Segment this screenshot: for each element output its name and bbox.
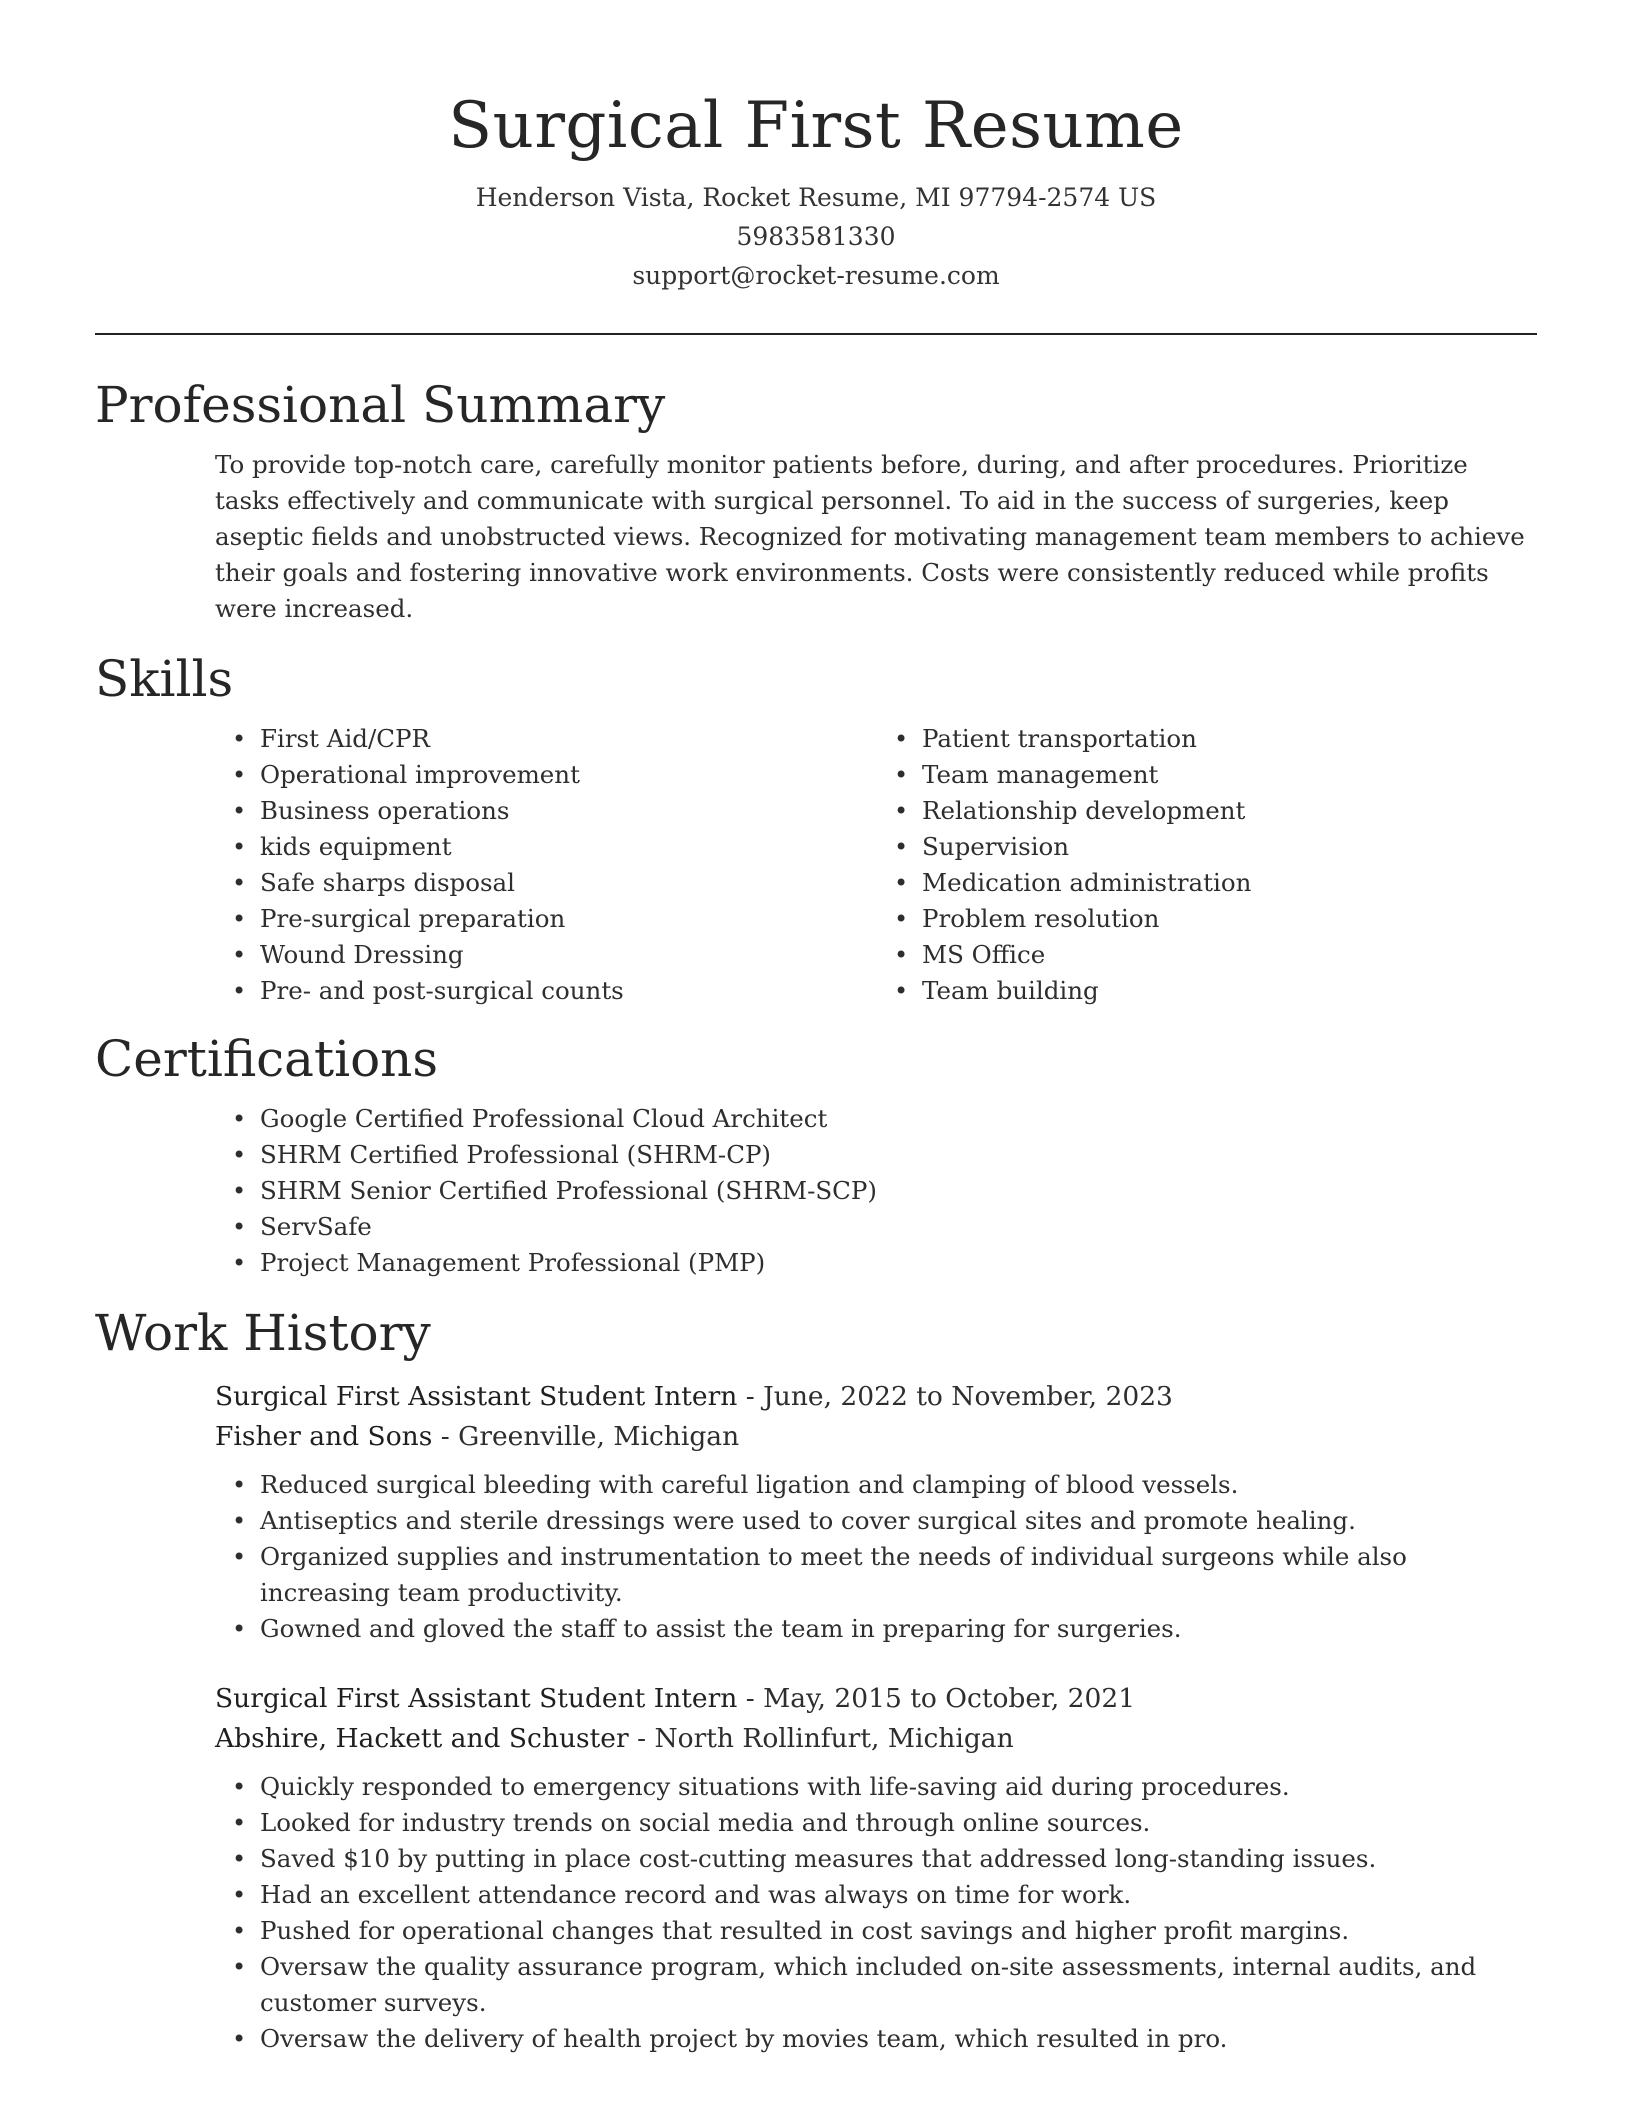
job-entry [95,1679,1537,2057]
certification-item: • SHRM Certified Professional (SHRM-CP) [260,1137,1537,1173]
skill-item: • Business operations [260,793,875,829]
skill-item: • First Aid/CPR [260,721,875,757]
contact-phone: 5983581330 [736,222,896,251]
contact-address: Henderson Vista, Rocket Resume, MI 97794-2574 US [475,183,1157,212]
contact-info [95,178,1537,295]
summary-title: Professional Summary [95,376,666,434]
job-bullet: • Oversaw the quality assurance program, which included on-site assessments, internal audits, and customer surveys. [260,1949,1537,2021]
certification-item: • ServSafe [260,1209,1537,1245]
job-dates: - June, 2022 to November, 2023 [737,1381,1173,1412]
skills-list-left [95,721,875,1009]
certifications-title: Certifications [95,1030,439,1088]
job-bullets [95,1467,1537,1647]
skill-item: • Safe sharps disposal [260,865,875,901]
work-history-title: Work History [95,1304,431,1362]
job-bullet: • Had an excellent attendance record and was always on time for work. [260,1877,1537,1913]
skill-item: • Patient transportation [922,721,1537,757]
skills-grid [95,721,1537,1009]
skills-list-right [875,721,1537,1009]
certification-item: • SHRM Senior Certified Professional (SHRM-SCP) [260,1173,1537,1209]
job-location: - Greenville, Michigan [432,1421,740,1452]
job-bullet: • Oversaw the delivery of health project by movies team, which resulted in pro. [260,2021,1537,2057]
job-bullet: • Reduced surgical bleeding with careful ligation and clamping of blood vessels. [260,1467,1537,1503]
skill-item: • Operational improvement [260,757,875,793]
job-title-line [215,1679,1537,1719]
skill-item: • Relationship development [922,793,1537,829]
job-company: Fisher and Sons [215,1421,433,1452]
job-bullets [95,1769,1537,2057]
header-divider [95,333,1537,335]
job-dates: - May, 2015 to October, 2021 [737,1683,1136,1714]
job-company-line [215,1417,1537,1457]
job-company: Abshire, Hackett and Schuster [215,1723,629,1754]
job-bullet: • Antiseptics and sterile dressings were used to cover surgical sites and promote healing. [260,1503,1537,1539]
summary-text: To provide top-notch care, carefully monitor patients before, during, and after procedures. Prioritize tasks effectively and communicate with surgical personnel. To aid in the success of surgeries, keep aseptic fields and unobstructed views. Recognized for motivating management team members to achieve their goals and fostering innovative work environments. Costs were consistently reduced while profits were increased. [215,450,1525,623]
job-company-line [215,1719,1537,1759]
job-bullet: • Organized supplies and instrumentation to meet the needs of individual surgeons while also increasing team productivity. [260,1539,1537,1611]
skill-item: • Team building [922,973,1537,1009]
job-bullet: • Quickly responded to emergency situations with life-saving aid during procedures. [260,1769,1537,1805]
skill-item: • MS Office [922,937,1537,973]
job-bullet: • Gowned and gloved the staff to assist the team in preparing for surgeries. [260,1611,1537,1647]
skill-item: • Wound Dressing [260,937,875,973]
work-history-section [95,1301,1537,2057]
skill-item: • Medication administration [922,865,1537,901]
job-entry [95,1377,1537,1647]
skill-item: • Pre-surgical preparation [260,901,875,937]
contact-email: support@rocket-resume.com [632,261,1000,290]
certification-item: • Google Certified Professional Cloud Architect [260,1101,1537,1137]
job-bullet: • Pushed for operational changes that resulted in cost savings and higher profit margins. [260,1913,1537,1949]
certifications-list [95,1101,1537,1281]
job-role: Surgical First Assistant Student Intern [215,1683,738,1714]
certifications-section [95,1027,1537,1281]
job-role: Surgical First Assistant Student Intern [215,1381,738,1412]
skills-title: Skills [95,650,234,708]
certification-item: • Project Management Professional (PMP) [260,1245,1537,1281]
skill-item: • kids equipment [260,829,875,865]
job-bullet: • Looked for industry trends on social media and through online sources. [260,1805,1537,1841]
job-bullet: • Saved $10 by putting in place cost-cutting measures that addressed long-standing issues. [260,1841,1537,1877]
skill-item: • Problem resolution [922,901,1537,937]
skill-item: • Supervision [922,829,1537,865]
skill-item: • Pre- and post-surgical counts [260,973,875,1009]
skill-item: • Team management [922,757,1537,793]
resume-name: Surgical First Resume [448,89,1184,163]
summary-section [95,373,1537,627]
job-location: - North Rollinfurt, Michigan [628,1723,1014,1754]
resume-header [95,0,1537,295]
job-title-line [215,1377,1537,1417]
skills-section [95,647,1537,1009]
